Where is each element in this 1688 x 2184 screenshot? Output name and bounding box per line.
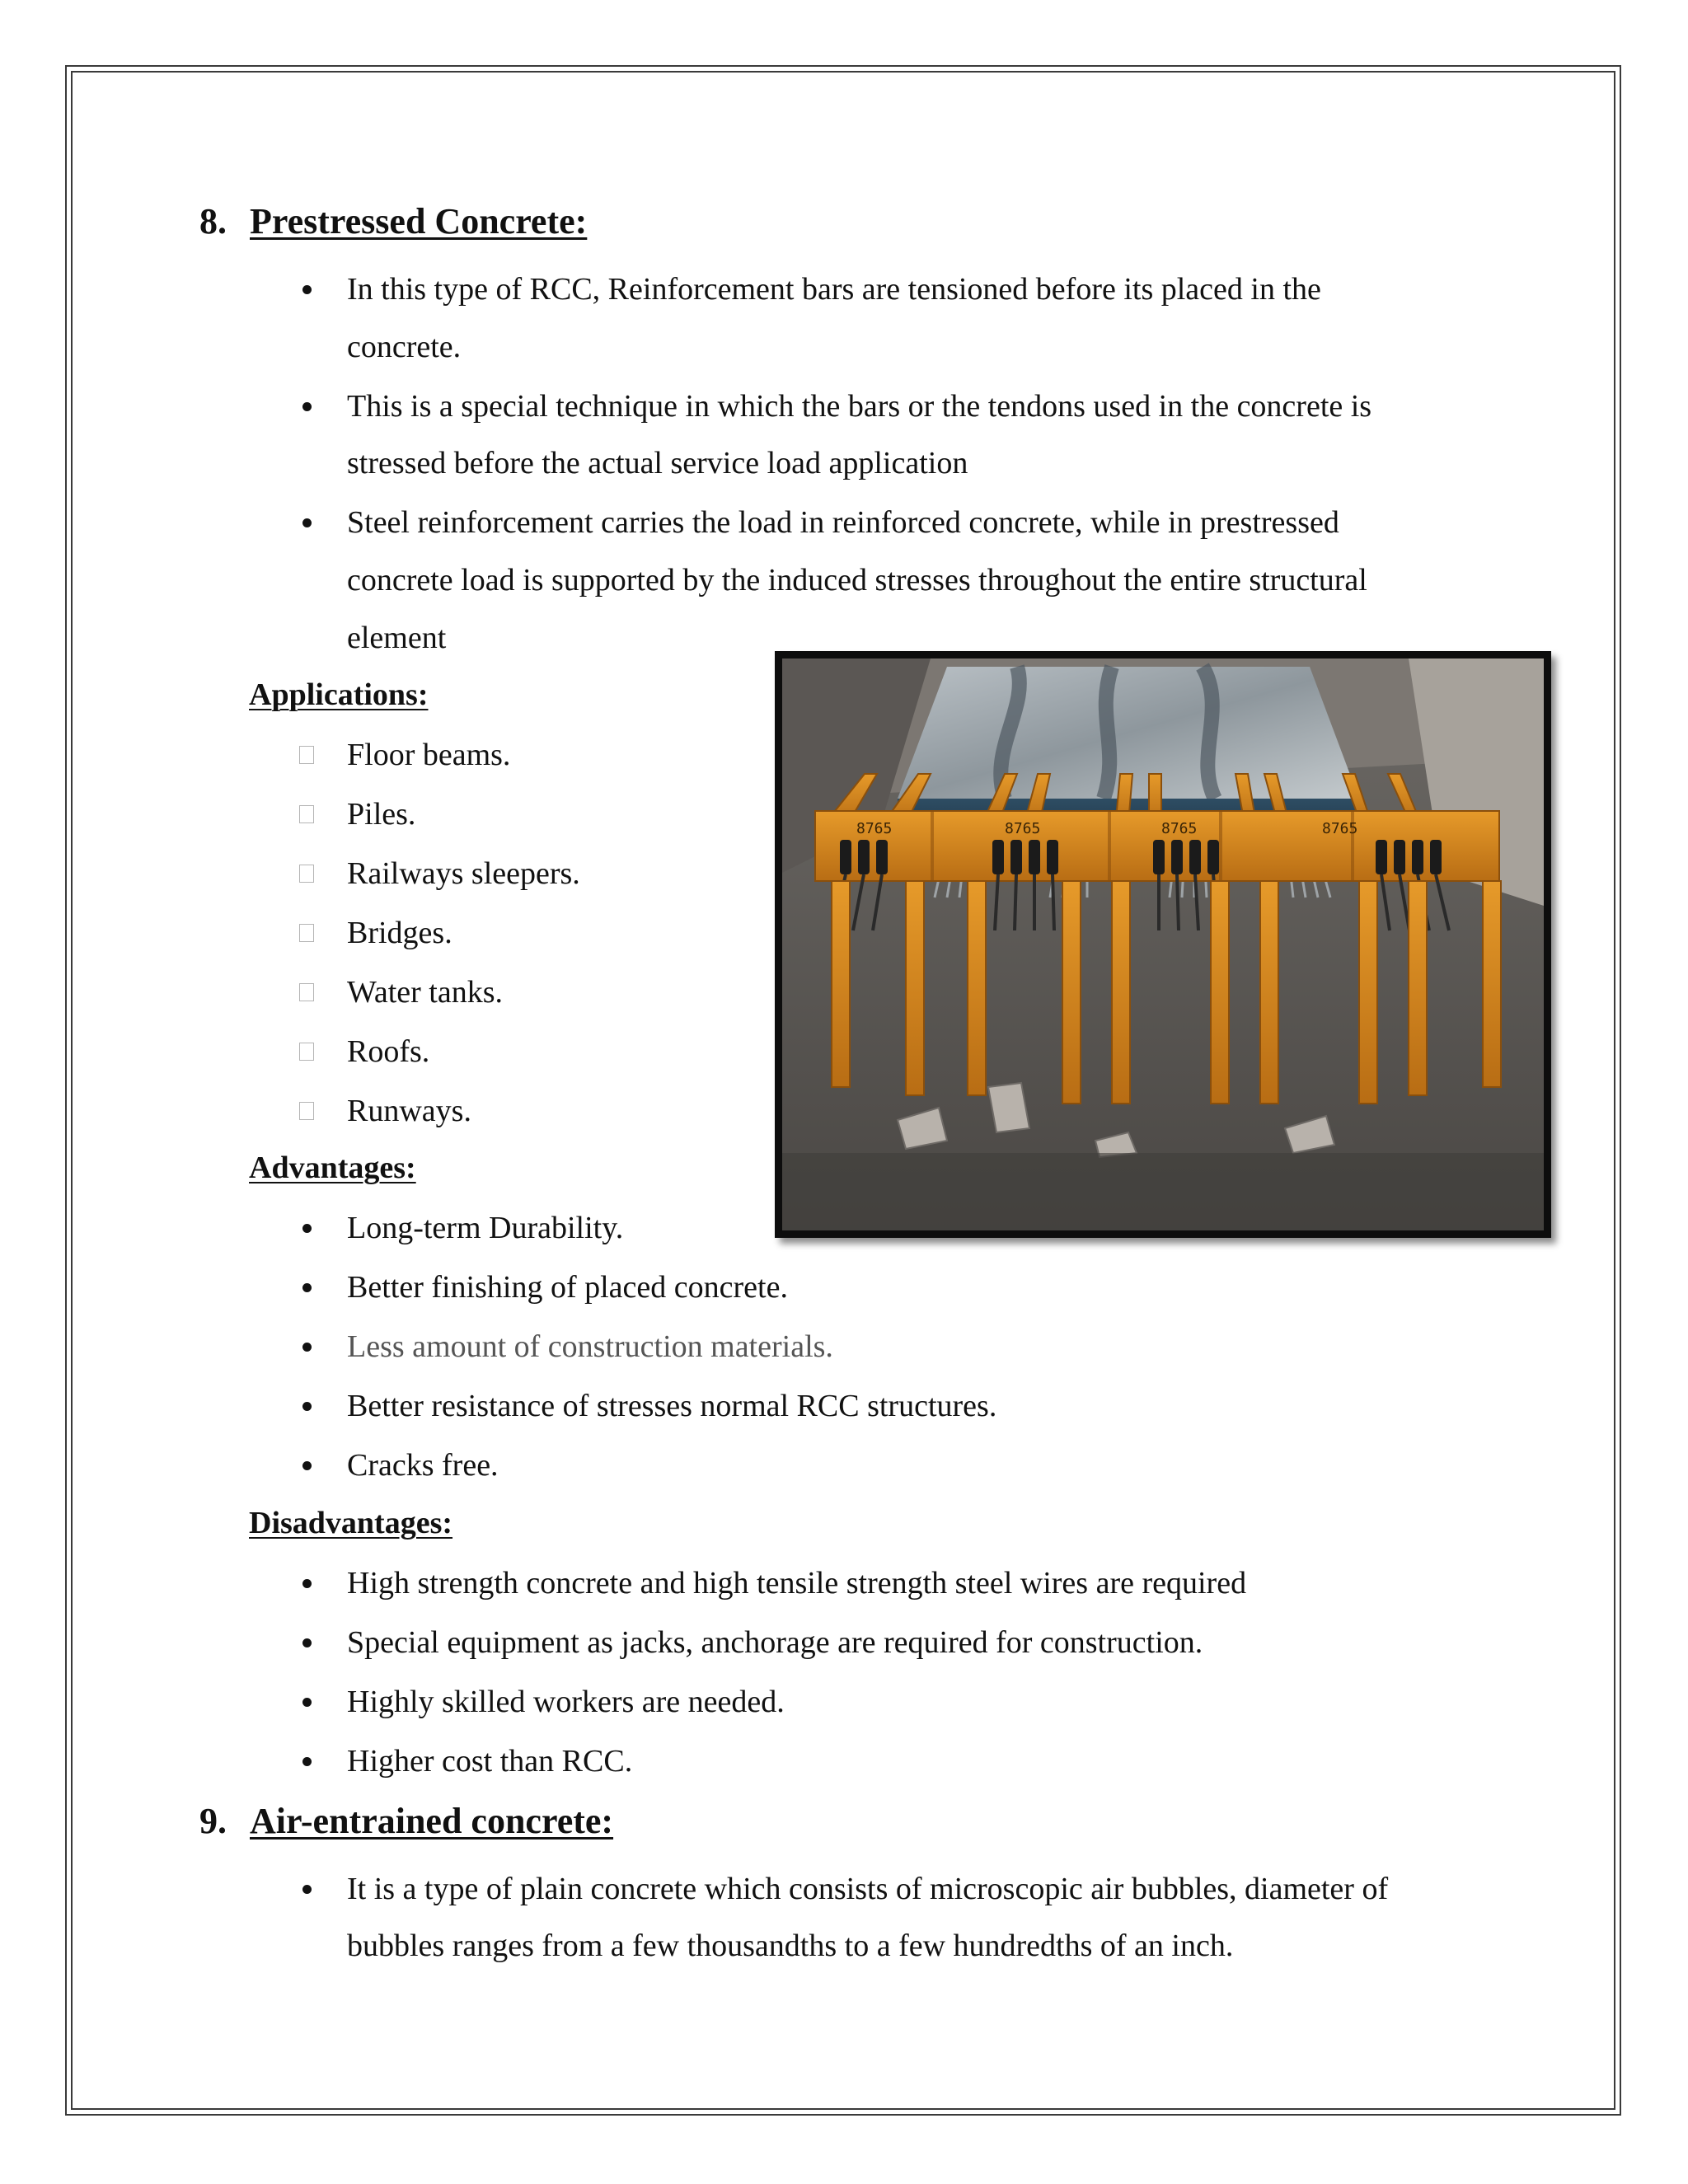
application-item: Roofs. xyxy=(347,1034,430,1069)
intro-line-7: element xyxy=(347,621,447,655)
applications-heading: Applications: xyxy=(249,677,429,712)
section-9-line-1: It is a type of plain concrete which consists of microscopic air bubbles, diameter of xyxy=(347,1872,1389,1906)
form-label: 8765 xyxy=(1005,820,1041,837)
intro-line-2: concrete. xyxy=(347,330,462,364)
advantage-item: Less amount of construction materials. xyxy=(347,1329,833,1364)
intro-line-5: Steel reinforcement carries the load in reinforced concrete, while in prestressed xyxy=(347,505,1339,540)
disadvantage-item: Special equipment as jacks, anchorage are required for construction. xyxy=(347,1625,1203,1660)
section-9-title: Air-entrained concrete: xyxy=(250,1801,614,1841)
form-label: 8765 xyxy=(1161,820,1198,837)
prestressed-beams-photo-icon xyxy=(782,658,1544,1230)
bullet-dot xyxy=(302,1579,312,1588)
advantage-item: Better finishing of placed concrete. xyxy=(347,1270,788,1305)
advantage-item: Better resistance of stresses normal RCC structures. xyxy=(347,1389,997,1423)
disadvantage-item: Highly skilled workers are needed. xyxy=(347,1685,785,1719)
bullet-dot xyxy=(302,1885,312,1894)
section-8-number: 8. xyxy=(199,201,227,241)
intro-line-3: This is a special technique in which the bars or the tendons used in the concrete is xyxy=(347,389,1372,424)
application-item: Floor beams. xyxy=(347,738,511,772)
section-9-number: 9. xyxy=(199,1801,227,1841)
advantage-item: Cracks free. xyxy=(347,1448,499,1483)
advantage-item: Long-term Durability. xyxy=(347,1211,624,1245)
bullet-dot xyxy=(302,402,312,411)
bullet-dot xyxy=(302,1461,312,1470)
form-label: 8765 xyxy=(856,820,893,837)
application-item: Railways sleepers. xyxy=(347,856,580,891)
bullet-dot xyxy=(302,1224,312,1233)
disadvantage-item: Higher cost than RCC. xyxy=(347,1744,633,1779)
bullet-dot xyxy=(302,1638,312,1647)
checkbox-icon xyxy=(299,1043,314,1061)
bullet-dot xyxy=(302,1283,312,1292)
application-item: Bridges. xyxy=(347,916,452,950)
bullet-dot xyxy=(302,1698,312,1707)
checkbox-icon xyxy=(299,1102,314,1120)
prestressed-beams-photo xyxy=(775,651,1551,1238)
advantages-heading: Advantages: xyxy=(249,1151,416,1185)
application-item: Water tanks. xyxy=(347,975,503,1010)
application-item: Piles. xyxy=(347,797,416,832)
bullet-dot xyxy=(302,285,312,294)
bullet-dot xyxy=(302,1402,312,1411)
application-item: Runways. xyxy=(347,1094,471,1128)
bullet-dot xyxy=(302,1757,312,1766)
checkbox-icon xyxy=(299,865,314,883)
checkbox-icon xyxy=(299,805,314,823)
section-9-line-2: bubbles ranges from a few thousandths to a few hundredths of an inch. xyxy=(347,1929,1234,1963)
intro-line-1: In this type of RCC, Reinforcement bars are tensioned before its placed in the xyxy=(347,272,1321,307)
checkbox-icon xyxy=(299,746,314,764)
checkbox-icon xyxy=(299,924,314,942)
disadvantages-heading: Disadvantages: xyxy=(249,1506,453,1540)
form-label: 8765 xyxy=(1322,820,1358,837)
checkbox-icon xyxy=(299,983,314,1001)
intro-line-4: stressed before the actual service load application xyxy=(347,446,968,480)
intro-line-6: concrete load is supported by the induced stresses throughout the entire structural xyxy=(347,563,1367,598)
bullet-dot xyxy=(302,518,312,527)
disadvantage-item: High strength concrete and high tensile strength steel wires are required xyxy=(347,1566,1247,1601)
section-8-title: Prestressed Concrete: xyxy=(250,201,588,241)
bullet-dot xyxy=(302,1343,312,1352)
